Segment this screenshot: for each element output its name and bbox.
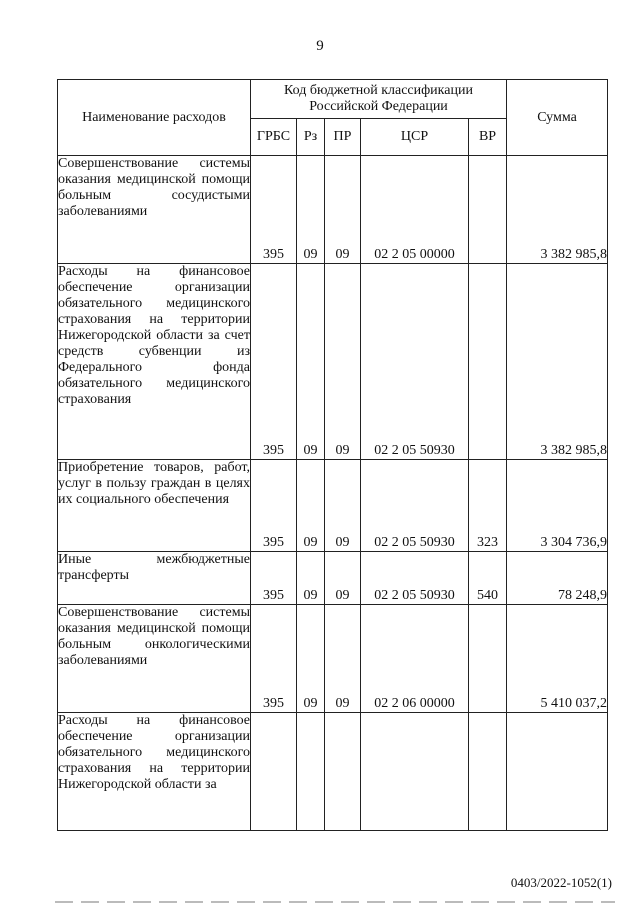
row-csr: 02 2 05 50930 (361, 264, 469, 460)
row-grbs (251, 713, 297, 831)
header-csr: ЦСР (361, 119, 469, 156)
header-pr: ПР (325, 119, 361, 156)
header-rz: Рз (297, 119, 325, 156)
row-sum: 3 304 736,9 (507, 460, 608, 552)
header-sum: Сумма (507, 80, 608, 156)
row-vr: 323 (469, 460, 507, 552)
row-csr: 02 2 05 50930 (361, 552, 469, 605)
row-sum (507, 713, 608, 831)
row-grbs: 395 (251, 552, 297, 605)
row-pr (325, 713, 361, 831)
row-grbs: 395 (251, 605, 297, 713)
document-code: 0403/2022-1052(1) (510, 875, 612, 890)
row-rz: 09 (297, 264, 325, 460)
row-rz: 09 (297, 552, 325, 605)
row-name: Расходы на финансовое обеспечение организации обязательного медицинского страхования на территории Нижегородской области за (58, 713, 251, 831)
table-row (58, 605, 608, 713)
row-grbs: 395 (251, 264, 297, 460)
row-pr: 09 (325, 156, 361, 264)
row-pr: 09 (325, 552, 361, 605)
row-rz: 09 (297, 460, 325, 552)
table-row (58, 552, 608, 605)
row-name: Расходы на финансовое обеспечение организации обязательного медицинского страхования на территории Нижегородской области за счет средств субвенции из Федерального фонда обязательного медицинского страхования (58, 264, 251, 460)
row-grbs: 395 (251, 460, 297, 552)
row-csr: 02 2 05 00000 (361, 156, 469, 264)
row-name: Совершенствование системы оказания медицинской помощи больным онкологическими заболеваниями (58, 605, 251, 713)
row-sum: 3 382 985,8 (507, 156, 608, 264)
row-grbs: 395 (251, 156, 297, 264)
scan-artifact-line (55, 901, 615, 903)
row-rz: 09 (297, 605, 325, 713)
row-csr: 02 2 05 50930 (361, 460, 469, 552)
row-sum: 78 248,9 (507, 552, 608, 605)
row-vr (469, 605, 507, 713)
header-vr: ВР (469, 119, 507, 156)
row-pr: 09 (325, 264, 361, 460)
header-code: Код бюджетной классификации Российской Федерации (251, 80, 507, 119)
row-sum: 5 410 037,2 (507, 605, 608, 713)
header-name: Наименование расходов (58, 80, 251, 156)
row-sum: 3 382 985,8 (507, 264, 608, 460)
row-rz: 09 (297, 156, 325, 264)
header-grbs: ГРБС (251, 119, 297, 156)
row-name: Совершенствование системы оказания медицинской помощи больным сосудистыми заболеваниями (58, 156, 251, 264)
row-name: Приобретение товаров, работ, услуг в пользу граждан в целях их социального обеспечения (58, 460, 251, 552)
table-row (58, 460, 608, 552)
row-vr: 540 (469, 552, 507, 605)
row-pr: 09 (325, 460, 361, 552)
row-name: Иные межбюджетные трансферты (58, 552, 251, 605)
table-row (58, 264, 608, 460)
row-csr: 02 2 06 00000 (361, 605, 469, 713)
row-vr (469, 156, 507, 264)
page-number: 9 (316, 38, 324, 54)
table-row (58, 713, 608, 831)
row-pr: 09 (325, 605, 361, 713)
row-vr (469, 713, 507, 831)
table-row (58, 156, 608, 264)
row-csr (361, 713, 469, 831)
row-vr (469, 264, 507, 460)
row-rz (297, 713, 325, 831)
budget-table (57, 79, 608, 831)
